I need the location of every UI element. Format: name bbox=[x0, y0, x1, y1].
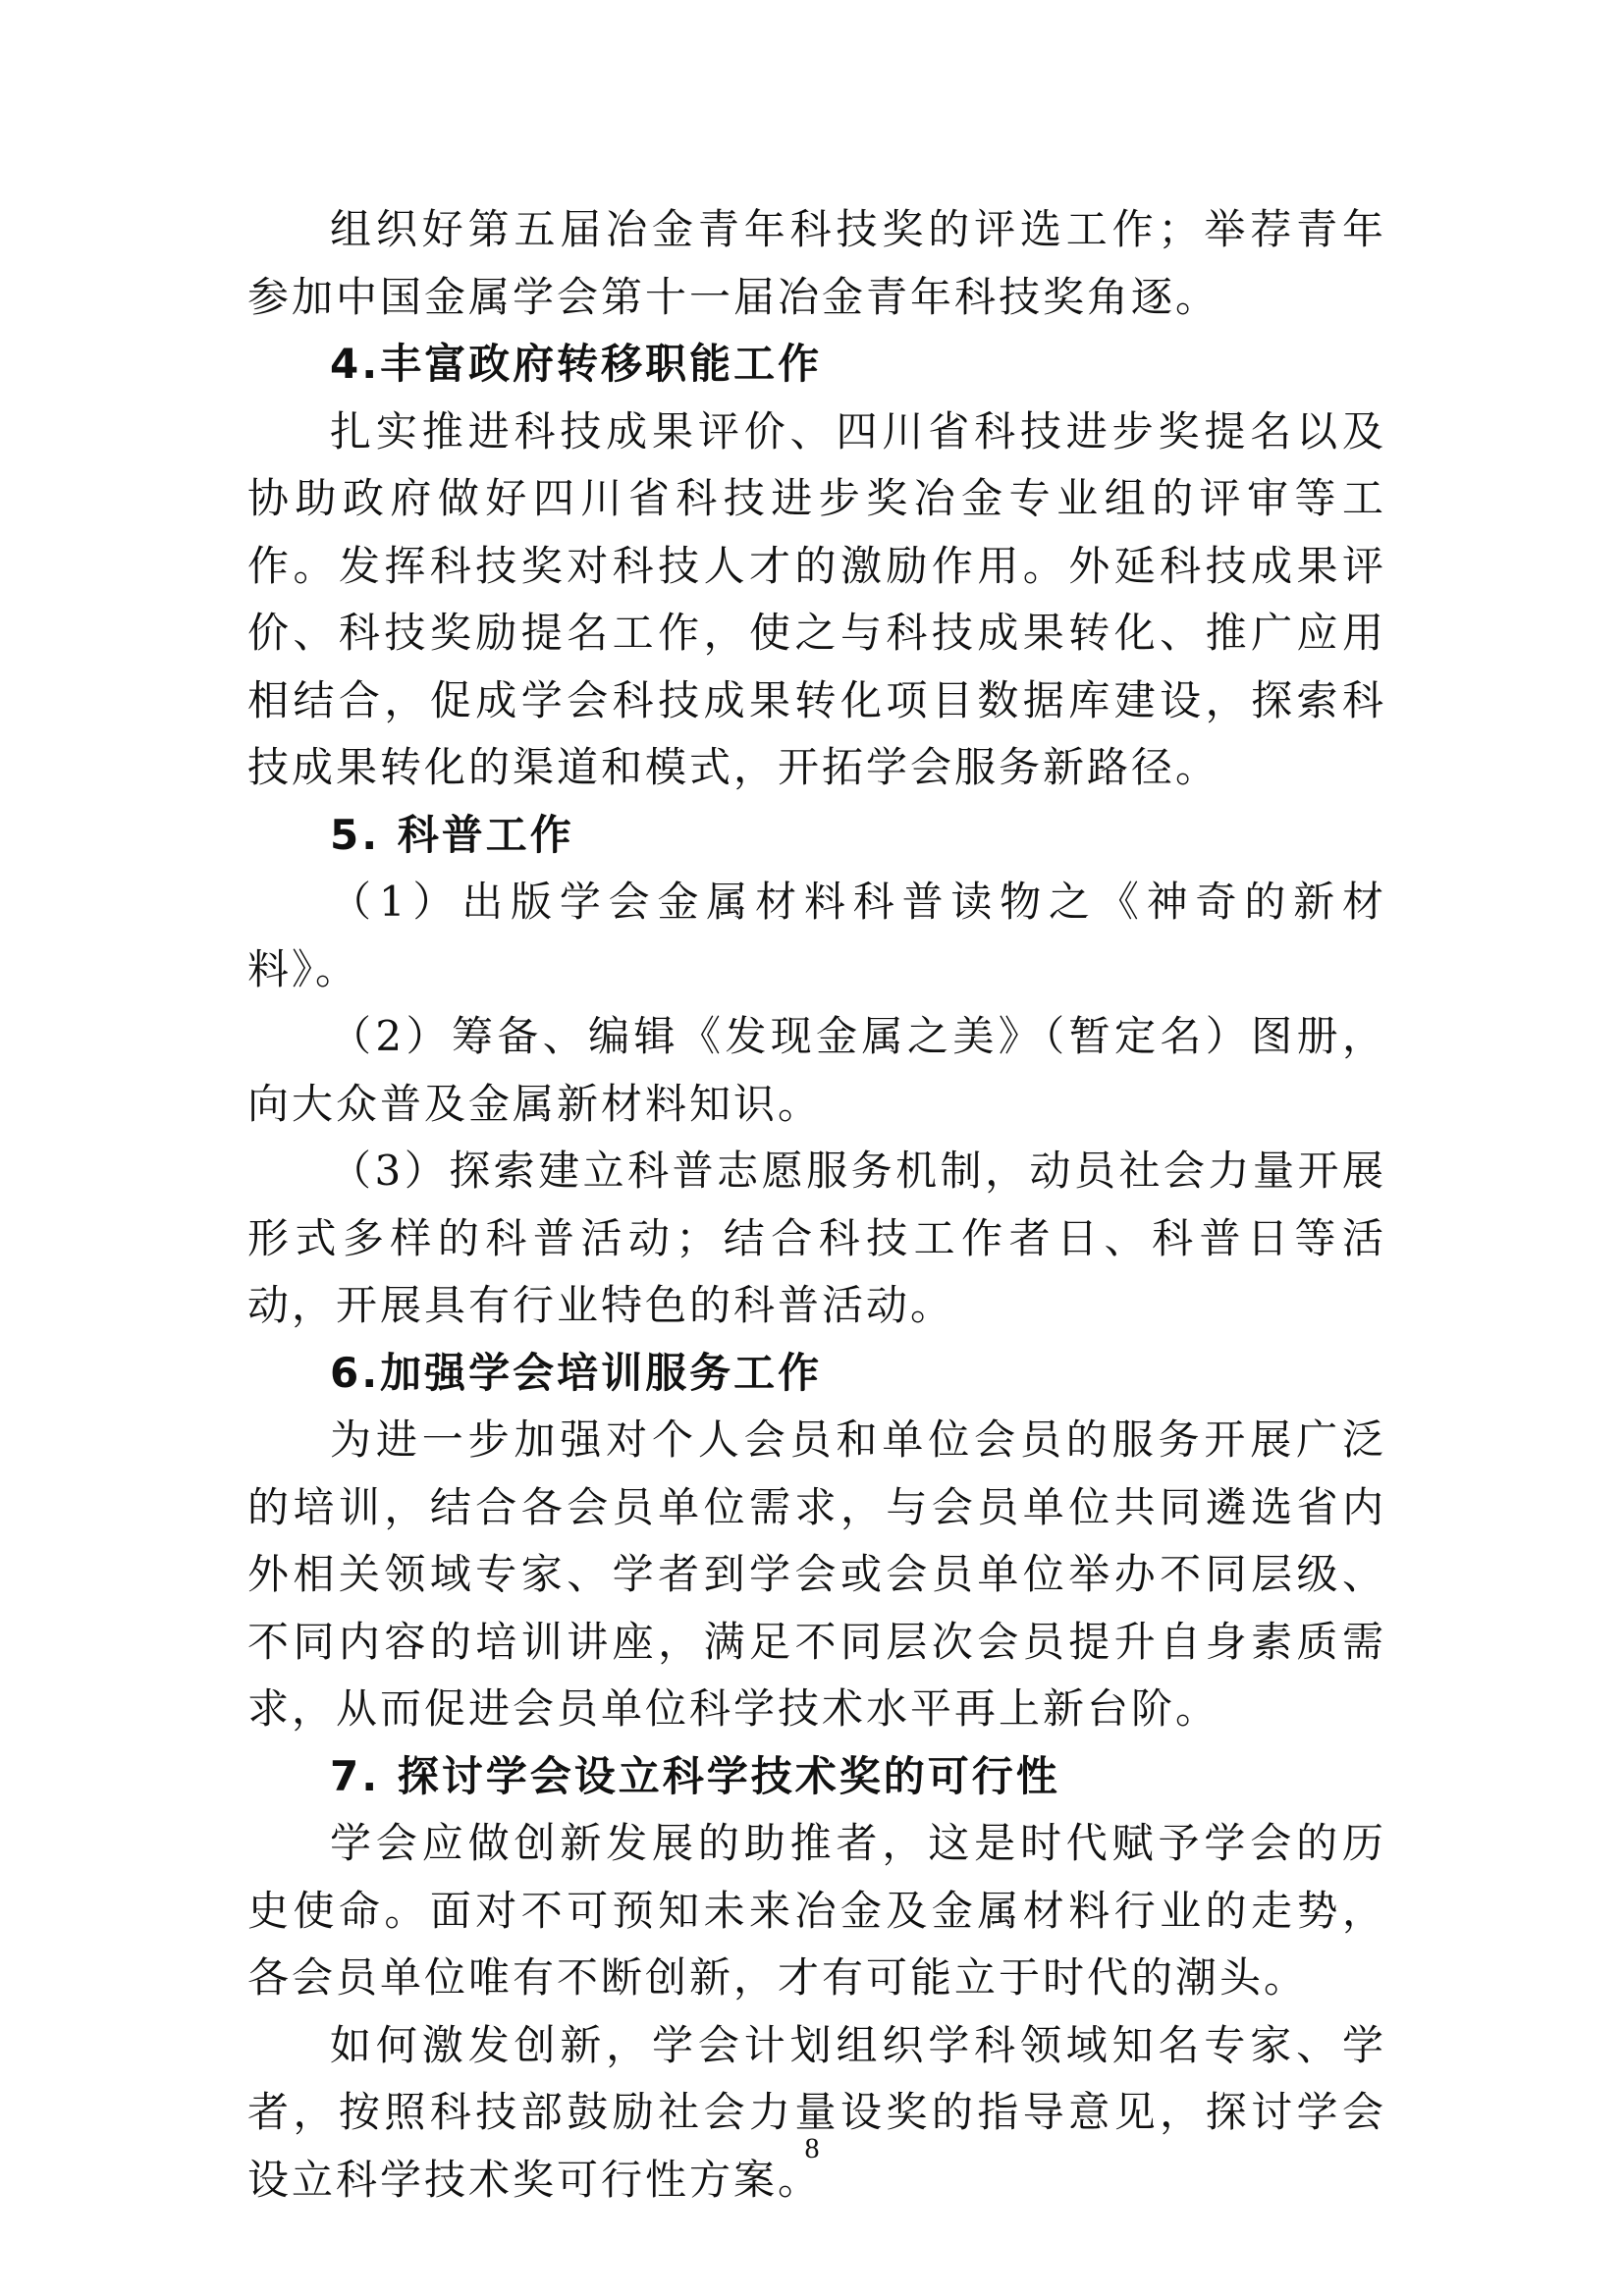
heading-science-popularization: 5. 科普工作 bbox=[330, 810, 574, 859]
paragraph-science-item-1: （1）出版学会金属材料科普读物之《神奇的新材料》。 bbox=[247, 878, 1386, 993]
heading-government-functions: 4.丰富政府转移职能工作 bbox=[330, 340, 823, 388]
paragraph-award-selection: 组织好第五届冶金青年科技奖的评选工作；举荐青年参加中国金属学会第十一届冶金青年科技奖角逐。 bbox=[247, 205, 1386, 321]
heading-science-award-feasibility: 7. 探讨学会设立科学技术奖的可行性 bbox=[330, 1751, 1060, 1800]
paragraph-science-item-2: （2）筹备、编辑《发现金属之美》（暂定名）图册，向大众普及金属新材料知识。 bbox=[247, 1012, 1386, 1128]
paragraph-training-services: 为进一步加强对个人会员和单位会员的服务开展广泛的培训，结合各会员单位需求，与会员单位共同遴选省内外相关领域专家、学者到学会或会员单位举办不同层级、不同内容的培训讲座，满足不同层次会员提升自身素质需求，从而促进会员单位科学技术水平再上新台阶。 bbox=[247, 1415, 1386, 1733]
page-number: 8 bbox=[804, 2132, 820, 2164]
paragraph-award-plan: 如何激发创新，学会计划组织学科领域知名专家、学者，按照科技部鼓励社会力量设奖的指导意见，探讨学会设立科学技术奖可行性方案。 bbox=[247, 2020, 1386, 2204]
paragraph-government-functions: 扎实推进科技成果评价、四川省科技进步奖提名以及协助政府做好四川省科技进步奖冶金专业组的评审等工作。发挥科技奖对科技人才的激励作用。外延科技成果评价、科技奖励提名工作，使之与科技成果转化、推广应用相结合，促成学会科技成果转化项目数据库建设，探索科技成果转化的渠道和模式，开拓学会服务新路径。 bbox=[247, 406, 1386, 791]
document-body bbox=[247, 196, 1386, 2214]
paragraph-science-item-3: （3）探索建立科普志愿服务机制，动员社会力量开展形式多样的科普活动；结合科技工作者日、科普日等活动，开展具有行业特色的科普活动。 bbox=[247, 1147, 1386, 1329]
heading-training-services: 6.加强学会培训服务工作 bbox=[330, 1348, 823, 1397]
paragraph-innovation-mission: 学会应做创新发展的助推者，这是时代赋予学会的历史使命。面对不可预知未来冶金及金属材料行业的走势，各会员单位唯有不断创新，才有可能立于时代的潮头。 bbox=[247, 1819, 1386, 2002]
